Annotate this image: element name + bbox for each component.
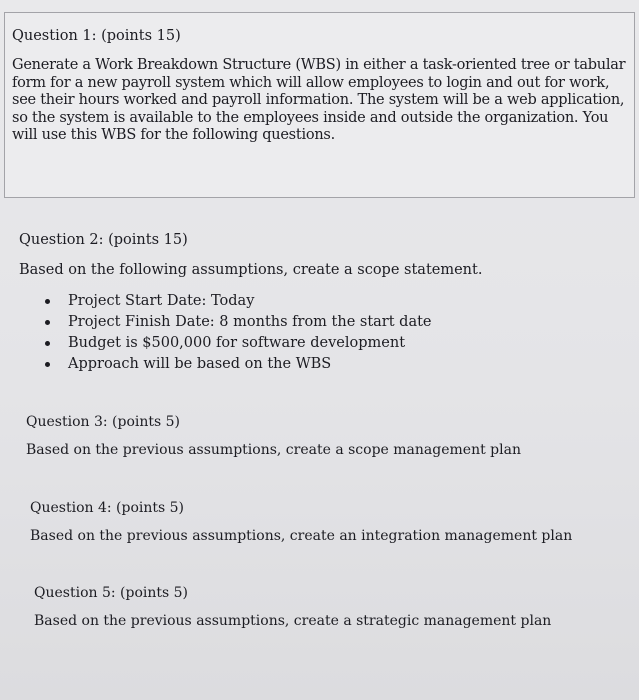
list-item bbox=[42, 333, 432, 354]
question-1-title: Question 1: (points 15) bbox=[12, 28, 181, 44]
bullet-icon bbox=[45, 341, 50, 346]
question-2-title: Question 2: (points 15) bbox=[19, 232, 188, 248]
question-4-body: Based on the previous assumptions, create an integration management plan bbox=[30, 528, 573, 544]
question-2-body: Based on the following assumptions, create a scope statement. bbox=[19, 262, 483, 278]
list-item bbox=[42, 291, 432, 312]
bullet-icon bbox=[45, 362, 50, 367]
list-item bbox=[42, 312, 432, 333]
bullet-icon bbox=[45, 299, 50, 304]
bullet-icon bbox=[45, 320, 50, 325]
assumption-budget: Budget is $500,000 for software development bbox=[68, 335, 406, 351]
assumption-finish-date: Project Finish Date: 8 months from the start date bbox=[68, 314, 432, 330]
list-item bbox=[42, 354, 432, 375]
question-5-body: Based on the previous assumptions, create a strategic management plan bbox=[34, 613, 552, 629]
question-3-title: Question 3: (points 5) bbox=[26, 414, 181, 430]
assumptions-list bbox=[42, 291, 432, 375]
assumption-approach: Approach will be based on the WBS bbox=[68, 356, 332, 372]
question-5-title: Question 5: (points 5) bbox=[34, 585, 189, 601]
assumption-start-date: Project Start Date: Today bbox=[68, 293, 255, 309]
question-4-title: Question 4: (points 5) bbox=[30, 500, 185, 516]
question-1-body: Generate a Work Breakdown Structure (WBS) in either a task-oriented tree or tabular form for a new payroll system which will allow employees to login and out for work, see their hours worked and payroll information. The system will be a web application, so the system is available to the employees inside and outside the organization. You will use this WBS for the following questions. bbox=[12, 57, 626, 143]
question-3-body: Based on the previous assumptions, create a scope management plan bbox=[26, 442, 521, 458]
